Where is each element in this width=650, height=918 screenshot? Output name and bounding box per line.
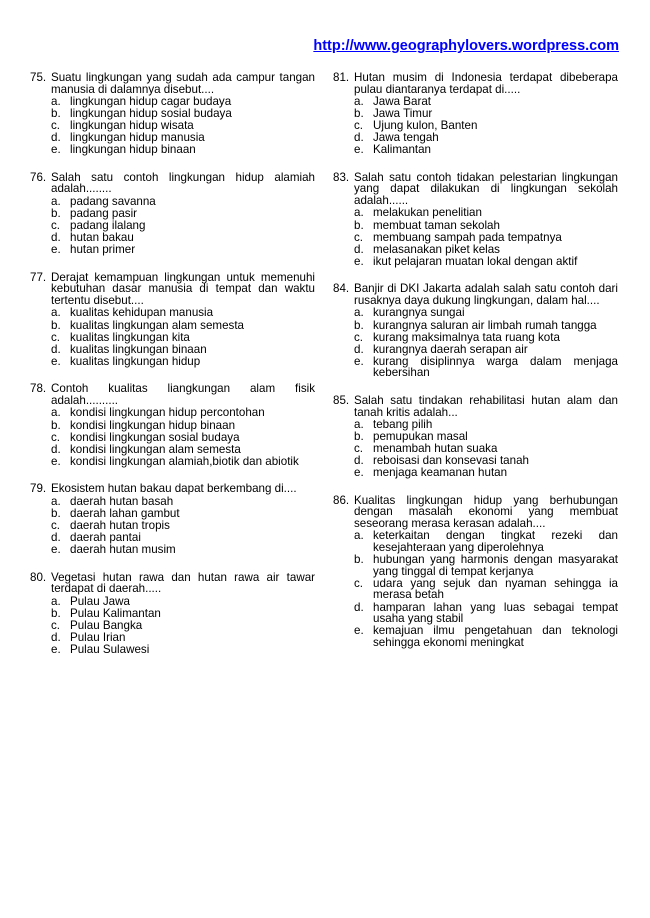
question-83 [333, 172, 618, 267]
option-b: b. hubungan yang harmonis dengan masyarakat yang tinggal di tempat kerjanya [354, 553, 618, 578]
question-86 [333, 495, 618, 648]
right-column [333, 72, 618, 664]
option-d: d. Jawa tengah [354, 131, 439, 145]
option-d: d. kualitas lingkungan binaan [51, 342, 207, 356]
question-number: 80. [30, 570, 47, 584]
option-b: b. kurangnya saluran air limbah rumah tangga [354, 318, 597, 332]
option-a: a. daerah hutan basah [51, 494, 174, 508]
question-number: 84. [333, 282, 350, 296]
question-text: Derajat kemampuan lingkungan untuk memenuhi kebutuhan dasar manusia di tempat dan waktu tertentu disebut.... [51, 270, 315, 307]
option-a: a. Jawa Barat [354, 95, 431, 108]
option-c: c. daerah hutan tropis [51, 519, 170, 533]
left-column [30, 72, 315, 672]
option-e: e. Pulau Sulawesi [51, 643, 150, 657]
option-c: c. udara yang sejuk dan nyaman sehingga ia merasa betah [354, 576, 618, 602]
option-d: d. kondisi lingkungan alam semesta [51, 442, 241, 456]
option-d: d. hamparan lahan yang luas sebagai tempat usaha yang stabil [354, 600, 618, 626]
option-b: b. Jawa Timur [354, 107, 433, 121]
question-75 [30, 72, 315, 156]
question-number: 75. [30, 71, 47, 84]
question-number: 81. [333, 71, 350, 84]
option-d: d. Pulau Irian [51, 631, 126, 645]
question-text: Ekosistem hutan bakau dapat berkembang di.... [51, 482, 297, 496]
option-c: c. lingkungan hidup wisata [51, 119, 194, 133]
question-number: 78. [30, 382, 47, 396]
option-c: c. membuang sampah pada tempatnya [354, 230, 562, 244]
option-d: d. daerah pantai [51, 531, 141, 545]
option-b: b. membuat taman sekolah [354, 218, 500, 232]
option-a: a. Pulau Jawa [51, 594, 130, 608]
option-b: b. lingkungan hidup sosial budaya [51, 107, 232, 121]
option-d: d. lingkungan hidup manusia [51, 131, 205, 145]
option-c: c. kondisi lingkungan sosial budaya [51, 430, 240, 444]
option-c: c. Pulau Bangka [51, 619, 143, 633]
question-text: Suatu lingkungan yang sudah ada campur tangan manusia di dalamnya disebut.... [51, 71, 315, 96]
question-79 [30, 483, 315, 555]
option-a: a. tebang pilih [354, 418, 433, 431]
question-text: Kualitas lingkungan hidup yang berhubungan dengan masalah ekonomi yang membuat seseorang merasa kerasan adalah.... [354, 493, 618, 530]
option-a: a. lingkungan hidup cagar budaya [51, 95, 232, 108]
option-c: c. kurang maksimalnya tata ruang kota [354, 330, 560, 344]
option-b: b. padang pasir [51, 207, 138, 221]
option-e: e. kualitas lingkungan hidup [51, 354, 201, 368]
question-number: 76. [30, 170, 47, 184]
question-number: 86. [333, 493, 350, 507]
option-e: e. kemajuan ilmu pengetahuan dan teknologi sehingga ekonomi meningkat [354, 624, 618, 649]
option-a: a. kurangnya sungai [354, 306, 465, 320]
question-text: Salah satu contoh tidakan pelestarian lingkungan yang dapat dilakukan di lingkungan sekolah adalah...... [354, 170, 618, 207]
option-b: b. kondisi lingkungan hidup binaan [51, 418, 236, 432]
option-e: e. ikut pelajaran muatan lokal dengan aktif [354, 254, 578, 268]
option-e: e. menjaga keamanan hutan [354, 466, 508, 480]
option-b: b. daerah lahan gambut [51, 506, 180, 520]
question-84 [333, 283, 618, 379]
question-77 [30, 272, 315, 367]
option-e: e. lingkungan hidup binaan [51, 143, 196, 157]
option-d: d. kurangnya daerah serapan air [354, 342, 528, 356]
question-number: 77. [30, 270, 47, 284]
option-b: b. Pulau Kalimantan [51, 606, 161, 620]
question-number: 83. [333, 170, 350, 184]
option-b: b. kualitas lingkungan alam semesta [51, 318, 245, 332]
option-d: d. melasanakan piket kelas [354, 242, 500, 256]
question-text: Salah satu contoh lingkungan hidup alamiah adalah........ [51, 170, 315, 196]
option-c: c. Ujung kulon, Banten [354, 119, 478, 133]
option-a: a. kondisi lingkungan hidup percontohan [51, 406, 265, 420]
option-d: d. hutan bakau [51, 231, 134, 245]
option-e: e. Kalimantan [354, 143, 432, 157]
question-text: Vegetasi hutan rawa dan hutan rawa air tawar terdapat di daerah..... [51, 570, 315, 596]
question-number: 79. [30, 482, 47, 496]
website-link[interactable]: http://www.geographylovers.wordpress.com [313, 38, 619, 54]
question-76 [30, 172, 315, 256]
question-text: Banjir di DKI Jakarta adalah salah satu contoh dari rusaknya daya dukung lingkungan, dalam hal.... [354, 282, 618, 307]
option-d: d. reboisasi dan konsevasi tanah [354, 454, 529, 468]
question-80 [30, 572, 315, 656]
question-81 [333, 72, 618, 156]
option-e: e. kondisi lingkungan alamiah,biotik dan abiotik [51, 454, 299, 468]
question-text: Contoh kualitas liangkungan alam fisik adalah.......... [51, 382, 315, 407]
option-c: c. menambah hutan suaka [354, 442, 498, 456]
option-e: e. kurang disiplinnya warga dalam menjaga kebersihan [354, 354, 618, 380]
question-text: Hutan musim di Indonesia terdapat dibeberapa pulau diantaranya terdapat di..... [354, 71, 618, 96]
question-number: 85. [333, 394, 350, 407]
option-a: a. kualitas kehidupan manusia [51, 306, 214, 320]
option-a: a. melakukan penelitian [354, 206, 482, 220]
option-a: a. padang savanna [51, 194, 156, 208]
question-85 [333, 395, 618, 479]
question-78 [30, 383, 315, 467]
option-c: c. padang ilalang [51, 219, 146, 233]
option-b: b. pemupukan masal [354, 430, 468, 444]
option-e: e. daerah hutan musim [51, 543, 176, 557]
option-c: c. kualitas lingkungan kita [51, 330, 190, 344]
option-e: e. hutan primer [51, 243, 136, 257]
question-text: Salah satu tindakan rehabilitasi hutan alam dan tanah kritis adalah... [354, 394, 618, 419]
option-a: a. keterkaitan dengan tingkat rezeki dan kesejahteraan yang diperolehnya [354, 529, 618, 555]
